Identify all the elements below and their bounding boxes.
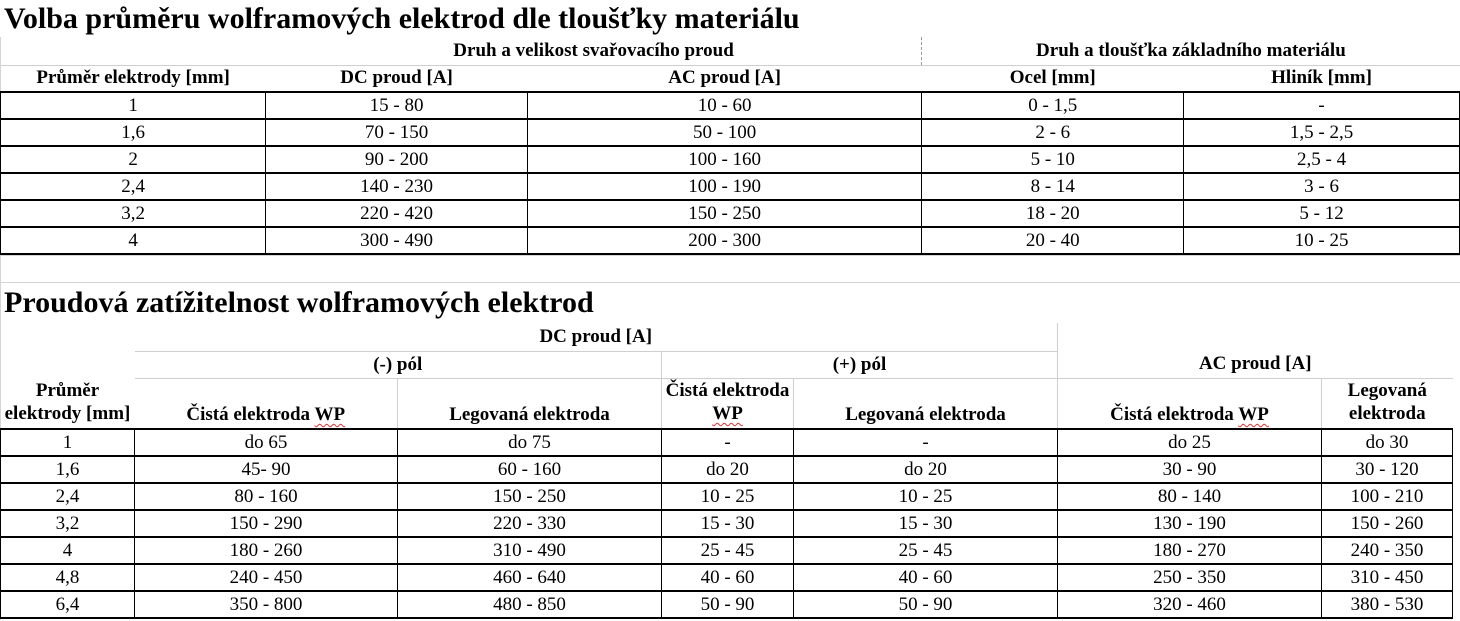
table-cell: 220 - 330: [398, 510, 662, 537]
table-row: [1, 119, 1460, 146]
table-cell: 310 - 490: [398, 537, 662, 564]
table-cell: 100 - 160: [527, 146, 921, 173]
table-row: [1, 456, 1453, 483]
table-cell: 250 - 350: [1058, 564, 1322, 591]
table-cell: 18 - 20: [922, 200, 1184, 227]
table-cell: 240 - 350: [1322, 537, 1453, 564]
t1-col-diameter: Průměr elektrody [mm]: [36, 67, 230, 89]
t2-col-diameter: Průměr elektrody [mm]: [4, 380, 131, 424]
table-cell: 80 - 160: [135, 483, 398, 510]
table-cell: 70 - 150: [266, 119, 528, 146]
table-cell: do 20: [794, 456, 1058, 483]
table-cell: 1,5 - 2,5: [1184, 119, 1460, 146]
table-cell: 2,5 - 4: [1184, 146, 1460, 173]
sheet-gridline: [0, 282, 1460, 283]
table-row: [1, 92, 1460, 119]
table-cell: 25 - 45: [662, 537, 794, 564]
table-cell: 4,8: [1, 564, 135, 591]
table-cell: do 25: [1058, 429, 1322, 456]
t2-col-plus-alloy: Legovaná elektroda: [845, 404, 1006, 425]
table2-title: Proudová zatížitelnost wolframových elektrod: [4, 286, 594, 319]
table-cell: do 75: [398, 429, 662, 456]
table-cell: 10 - 60: [527, 92, 921, 119]
table-cell: 10 - 25: [794, 483, 1058, 510]
table-cell: 150 - 250: [527, 200, 921, 227]
t1-col-steel: Ocel [mm]: [1009, 67, 1096, 89]
t2-col-minus-pure: Čistá elektroda WP: [135, 378, 398, 429]
t2-plus-pole: (+) pól: [662, 351, 1058, 378]
table-cell: do 65: [135, 429, 398, 456]
table-row: [1, 227, 1460, 254]
t2-ac-spacer: [1058, 323, 1453, 351]
table-row: [1, 564, 1453, 591]
t2-col-ac-alloy: Legovaná elektroda: [1347, 380, 1427, 424]
table-cell: 140 - 230: [266, 173, 528, 200]
table-cell: 320 - 460: [1058, 591, 1322, 618]
table-cell: 2,4: [1, 483, 135, 510]
table-cell: 300 - 490: [266, 227, 528, 254]
table-cell: 1: [1, 92, 266, 119]
table-cell: 100 - 190: [527, 173, 921, 200]
table-cell: 0 - 1,5: [922, 92, 1184, 119]
table-cell: 60 - 160: [398, 456, 662, 483]
table-cell: 40 - 60: [794, 564, 1058, 591]
table-row: [1, 483, 1453, 510]
table-cell: 3,2: [1, 510, 135, 537]
table-cell: -: [662, 429, 794, 456]
electrode-selection-table: [0, 37, 1460, 255]
table-cell: 1: [1, 429, 135, 456]
table-cell: do 20: [662, 456, 794, 483]
sheet-gridline: [0, 255, 1460, 256]
table-row: [1, 200, 1460, 227]
table-cell: 15 - 30: [662, 510, 794, 537]
t1-group-current: Druh a velikost svařovacího proud: [266, 37, 922, 65]
table-cell: 10 - 25: [1184, 227, 1460, 254]
table-cell: 130 - 190: [1058, 510, 1322, 537]
table-cell: 380 - 530: [1322, 591, 1453, 618]
table-cell: 30 - 120: [1322, 456, 1453, 483]
t2-col-minus-alloy: Legovaná elektroda: [398, 378, 662, 429]
table-cell: 50 - 100: [527, 119, 921, 146]
table-row: [1, 429, 1453, 456]
table-cell: 8 - 14: [922, 173, 1184, 200]
table-cell: 180 - 260: [135, 537, 398, 564]
table-cell: 4: [1, 537, 135, 564]
table-cell: 25 - 45: [794, 537, 1058, 564]
table-cell: 45- 90: [135, 456, 398, 483]
table-cell: 6,4: [1, 591, 135, 618]
table-row: [1, 173, 1460, 200]
table-cell: 150 - 250: [398, 483, 662, 510]
table-cell: 220 - 420: [266, 200, 528, 227]
t1-col-ac: AC proud [A]: [668, 67, 781, 89]
table1-title: Volba průměru wolframových elektrod dle tloušťky materiálu: [4, 2, 800, 35]
t2-dc-header: DC proud [A]: [135, 323, 1058, 351]
table-row: [1, 510, 1453, 537]
table-cell: 15 - 30: [794, 510, 1058, 537]
table-cell: 80 - 140: [1058, 483, 1322, 510]
table-cell: 15 - 80: [266, 92, 528, 119]
table-cell: 3 - 6: [1184, 173, 1460, 200]
t1-col-dc: DC proud [A]: [340, 67, 453, 89]
table-cell: 2: [1, 146, 266, 173]
table-cell: 40 - 60: [662, 564, 794, 591]
table-cell: 90 - 200: [266, 146, 528, 173]
table-cell: do 30: [1322, 429, 1453, 456]
table-cell: 20 - 40: [922, 227, 1184, 254]
table-cell: 10 - 25: [662, 483, 794, 510]
current-capacity-table: [0, 323, 1453, 619]
table-cell: 200 - 300: [527, 227, 921, 254]
t1-header-blank: [1, 37, 266, 65]
t1-col-aluminium: Hliník [mm]: [1271, 67, 1372, 89]
table-cell: 480 - 850: [398, 591, 662, 618]
table-cell: 2 - 6: [922, 119, 1184, 146]
table-cell: -: [1184, 92, 1460, 119]
table-row: [1, 537, 1453, 564]
table-cell: 30 - 90: [1058, 456, 1322, 483]
table-cell: 460 - 640: [398, 564, 662, 591]
table-cell: 310 - 450: [1322, 564, 1453, 591]
table-cell: 4: [1, 227, 266, 254]
table-cell: -: [794, 429, 1058, 456]
table-cell: 1,6: [1, 456, 135, 483]
table-cell: 1,6: [1, 119, 266, 146]
table-cell: 2,4: [1, 173, 266, 200]
t1-group-material: Druh a tloušťka základního materiálu: [922, 37, 1460, 65]
table-cell: 5 - 12: [1184, 200, 1460, 227]
table-cell: 50 - 90: [794, 591, 1058, 618]
table-cell: 150 - 290: [135, 510, 398, 537]
table-row: [1, 146, 1460, 173]
table-cell: 50 - 90: [662, 591, 794, 618]
t2-col-plus-pure: Čistá elektroda WP: [662, 378, 794, 429]
t2-ac-header: AC proud [A]: [1058, 351, 1453, 378]
table-row: [1, 591, 1453, 618]
table-cell: 3,2: [1, 200, 266, 227]
table-cell: 240 - 450: [135, 564, 398, 591]
table-cell: 350 - 800: [135, 591, 398, 618]
t2-col-ac-pure: Čistá elektroda WP: [1058, 378, 1322, 429]
table-cell: 100 - 210: [1322, 483, 1453, 510]
t2-minus-pole: (-) pól: [135, 351, 662, 378]
table-cell: 5 - 10: [922, 146, 1184, 173]
table-cell: 180 - 270: [1058, 537, 1322, 564]
table-cell: 150 - 260: [1322, 510, 1453, 537]
